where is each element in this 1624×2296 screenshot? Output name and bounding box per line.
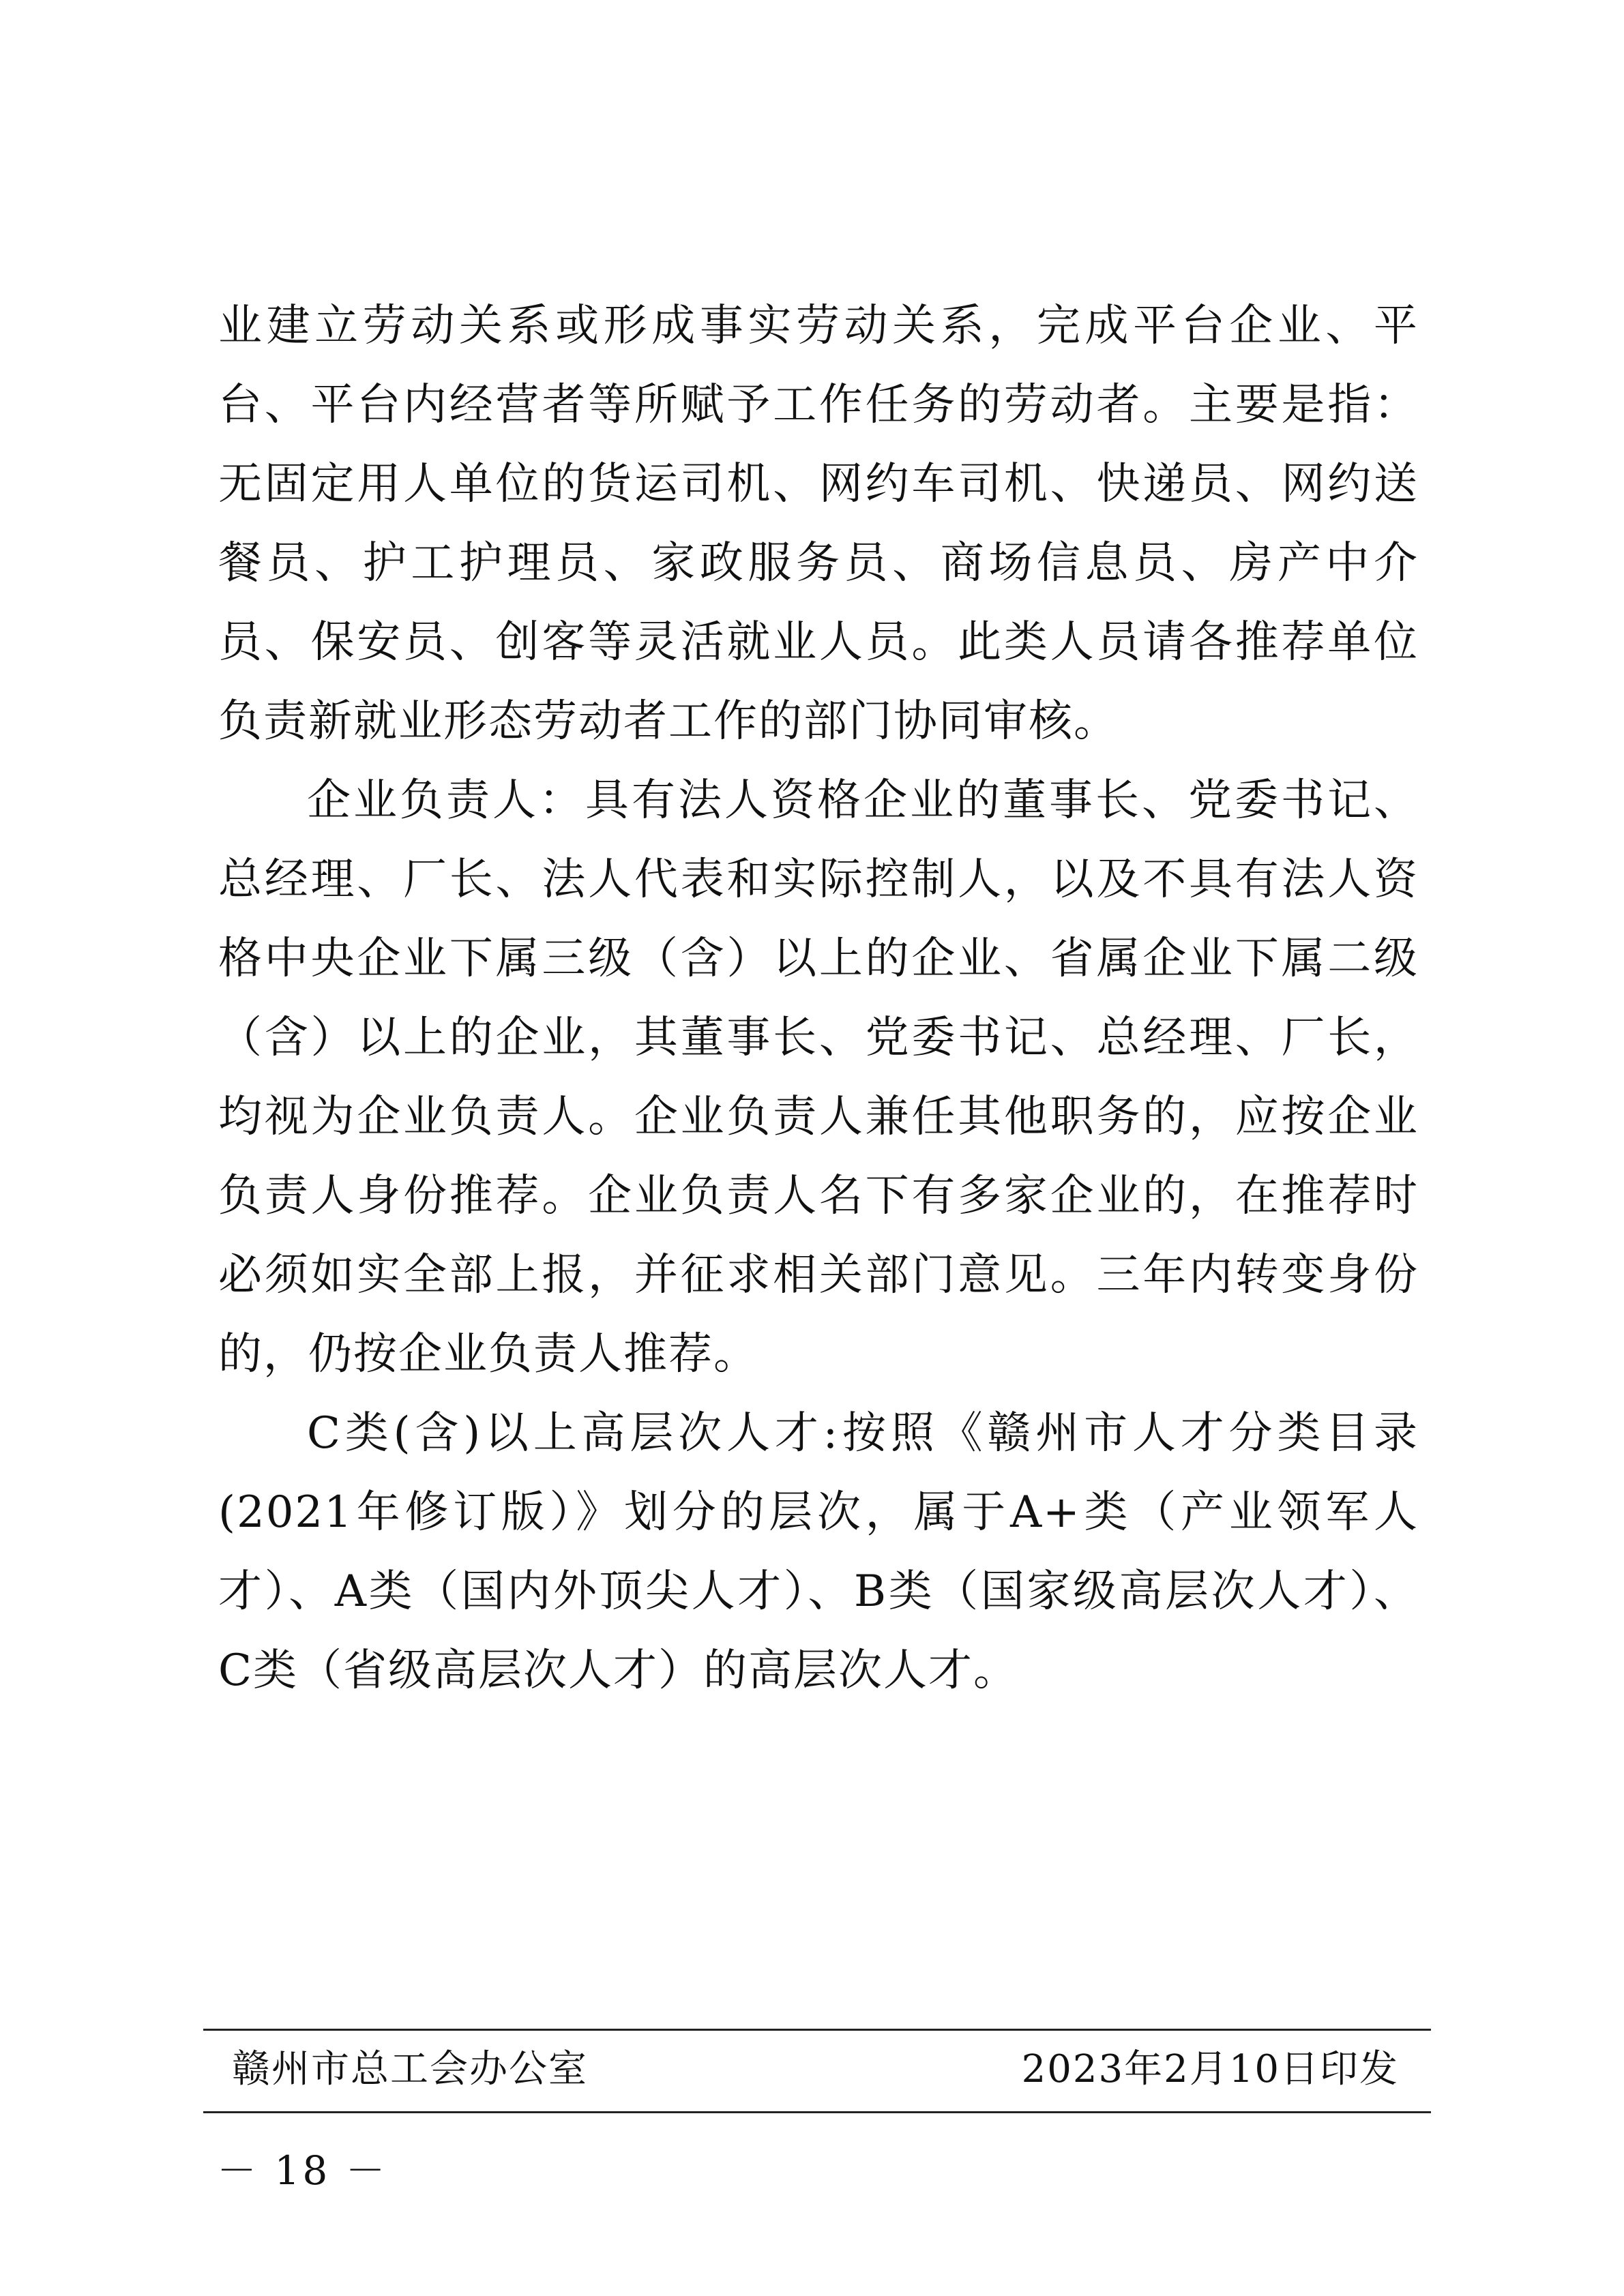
imprint-top-rule [203, 2029, 1431, 2031]
paragraph-enterprise-leaders: 企业负责人：具有法人资格企业的董事长、党委书记、总经理、厂长、法人代表和实际控制人，以及不具有法人资格中央企业下属三级（含）以上的企业、省属企业下属二级（含）以上的企业，其董事长、党委书记、总经理、厂长，均视为企业负责人。企业负责人兼任其他职务的，应按企业负责人身份推荐。企业负责人名下有多家企业的，在推荐时必须如实全部上报，并征求相关部门意见。三年内转变身份的，仍按企业负责人推荐。 [218, 775, 1419, 1380]
imprint-issuing-office: 赣州市总工会办公室 [232, 2047, 588, 2091]
imprint-issue-date: 2023年2月10日印发 [1021, 2047, 1399, 2091]
document-body [218, 286, 1419, 1710]
paragraph-new-employment-workers: 业建立劳动关系或形成事实劳动关系，完成平台企业、平台、平台内经营者等所赋予工作任务的劳动者。主要是指：无固定用人单位的货运司机、网约车司机、快递员、网约送餐员、护工护理员、家政服务员、商场信息员、房产中介员、保安员、创客等灵活就业人员。此类人员请各推荐单位负责新就业形态劳动者工作的部门协同审核。 [218, 301, 1419, 747]
paragraph-high-level-talent: C类(含)以上高层次人才:按照《赣州市人才分类目录(2021年修订版）》划分的层次，属于A+类（产业领军人才）、A类（国内外顶尖人才）、B类（国家级高层次人才）、C类（省级高层次人才）的高层次人才。 [218, 1408, 1419, 1696]
page-number: － 18 － [217, 2147, 388, 2194]
imprint-bottom-rule [203, 2111, 1431, 2113]
